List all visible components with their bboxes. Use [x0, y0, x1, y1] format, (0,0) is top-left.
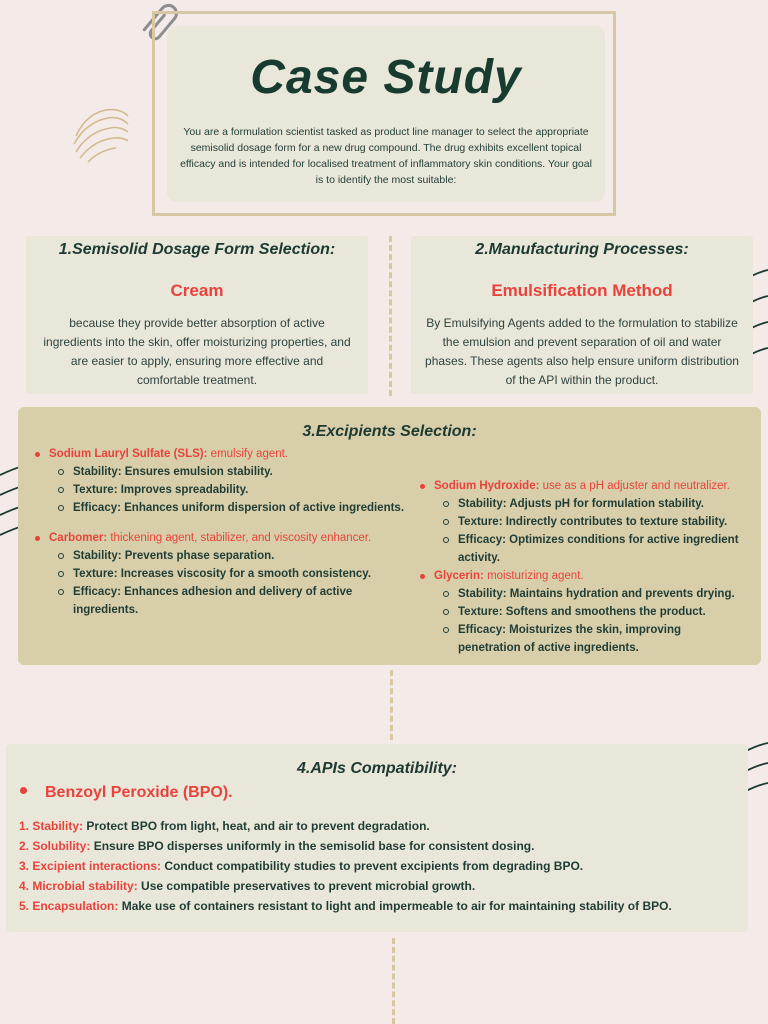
list-subitem: Efficacy: Enhances uniform dispersion of active ingredients.: [35, 499, 415, 517]
list-subitem: Efficacy: Enhances adhesion and delivery of active ingredients.: [35, 583, 415, 619]
excipients-panel: [18, 407, 761, 665]
section-title: 3.Excipients Selection:: [302, 423, 477, 440]
list-subitem: Texture: Indirectly contributes to texture stability.: [420, 513, 740, 531]
list-item: 2. Solubility: Ensure BPO disperses uniformly in the semisolid base for consistent dosing.: [19, 839, 535, 853]
card-title: 1.Semisolid Dosage Form Selection:: [58, 241, 336, 258]
list-item: Sodium Hydroxide: use as a pH adjuster and neutralizer.: [420, 477, 740, 495]
excipients-left-column: [35, 445, 415, 619]
list-subitem: Efficacy: Optimizes conditions for active ingredient activity.: [420, 531, 740, 567]
card-text: because they provide better absorption of active ingredients into the skin, offer moisturizing properties, and are easier to apply, ensuring more effective and comfortable treatment.: [43, 316, 351, 387]
section-title: 4.APIs Compatibility:: [296, 760, 458, 777]
connector-dashes: [392, 938, 395, 1024]
api-list: [19, 816, 672, 916]
list-item: 5. Encapsulation: Make use of containers resistant to light and impermeable to air for maintaining stability of BPO.: [19, 899, 672, 913]
list-item: Glycerin: moisturizing agent.: [420, 567, 740, 585]
wave-circle-icon: [66, 96, 136, 168]
list-item: 4. Microbial stability: Use compatible preservatives to prevent microbial growth.: [19, 879, 476, 893]
card-title: 2.Manufacturing Processes:: [475, 241, 689, 258]
intro-text: You are a formulation scientist tasked as product line manager to select the appropriate semisolid dosage form for a new drug compound. The drug exhibits excellent topical efficacy and is intended for localised treatment of inflammatory skin conditions. Your goal is to identify the most suitable:: [180, 126, 592, 186]
list-item: 3. Excipient interactions: Conduct compatibility studies to prevent excipients from degrading BPO.: [19, 859, 584, 873]
list-item: 1. Stability: Protect BPO from light, heat, and air to prevent degradation.: [19, 819, 430, 833]
card-subtitle: Emulsification Method: [491, 281, 673, 300]
dosage-form-card: [26, 236, 368, 394]
hero-card: [167, 26, 605, 202]
connector-dashes: [390, 670, 393, 740]
list-subitem: Texture: Improves spreadability.: [35, 481, 415, 499]
list-item: Carbomer: thickening agent, stabilizer, and viscosity enhancer.: [35, 529, 415, 547]
excipients-right-column: [420, 477, 740, 657]
list-subitem: Efficacy: Moisturizes the skin, improving penetration of active ingredients.: [420, 621, 740, 657]
card-text: By Emulsifying Agents added to the formulation to stabilize the emulsion and prevent separation of oil and water phases. These agents also help ensure uniform distribution of the API within the product.: [425, 316, 739, 387]
bullet-icon: [20, 787, 27, 794]
manufacturing-card: [411, 236, 753, 394]
page-title: Case Study: [250, 51, 522, 104]
list-subitem: Stability: Adjusts pH for formulation stability.: [420, 495, 740, 513]
card-subtitle: Cream: [170, 281, 224, 300]
list-subitem: Texture: Softens and smoothens the product.: [420, 603, 740, 621]
divider-dashes: [389, 236, 392, 396]
list-subitem: Stability: Ensures emulsion stability.: [35, 463, 415, 481]
drug-name: Benzoyl Peroxide (BPO).: [20, 784, 233, 802]
decorative-lines-right-bottom: [746, 735, 768, 855]
apis-panel: [6, 744, 748, 932]
list-subitem: Stability: Maintains hydration and prevents drying.: [420, 585, 740, 603]
list-subitem: Stability: Prevents phase separation.: [35, 547, 415, 565]
list-subitem: Texture: Increases viscosity for a smooth consistency.: [35, 565, 415, 583]
list-item: Sodium Lauryl Sulfate (SLS): emulsify agent.: [35, 445, 415, 463]
